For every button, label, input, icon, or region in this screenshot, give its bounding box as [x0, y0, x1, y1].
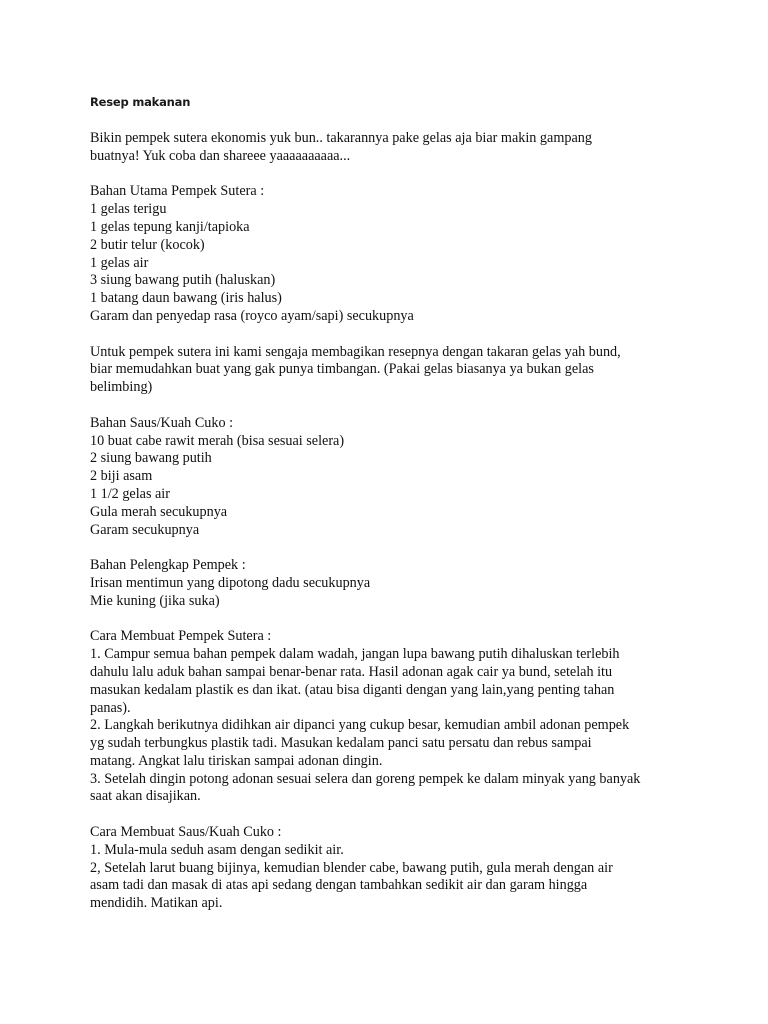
paragraph-catatan-takaran: [90, 344, 700, 397]
text-line: buatnya! Yuk coba dan shareee yaaaaaaaaaa...: [90, 147, 351, 164]
text-line: Cara Membuat Pempek Sutera :: [90, 628, 272, 645]
text-line: saat akan disajikan.: [90, 788, 201, 805]
text-line: asam tadi dan masak di atas api sedang dengan tambahkan sedikit air dan garam hingga: [90, 877, 588, 894]
text-line: 1 gelas terigu: [90, 201, 167, 218]
text-line: Bahan Pelengkap Pempek :: [90, 557, 246, 574]
text-line: Garam secukupnya: [90, 521, 200, 538]
text-line: 2 siung bawang putih: [90, 450, 212, 467]
text-line: 1. Campur semua bahan pempek dalam wadah, jangan lupa bawang putih dihaluskan terlebih: [90, 646, 620, 663]
paragraph-cara-pempek: [90, 628, 700, 806]
paragraph-bahan-saus: [90, 415, 700, 540]
text-line: Cara Membuat Saus/Kuah Cuko :: [90, 824, 282, 841]
document-heading: Resep makanan: [90, 95, 191, 109]
text-line: 1 batang daun bawang (iris halus): [90, 290, 282, 307]
text-line: panas).: [90, 699, 131, 716]
text-line: matang. Angkat lalu tiriskan sampai adonan dingin.: [90, 752, 383, 769]
text-line: 2 butir telur (kocok): [90, 236, 205, 253]
paragraph-bahan-utama: [90, 183, 700, 325]
text-line: Bikin pempek sutera ekonomis yuk bun.. takarannya pake gelas aja biar makin gampang: [90, 130, 592, 146]
paragraph-bahan-pelengkap: [90, 557, 700, 610]
text-line: 2, Setelah larut buang bijinya, kemudian blender cabe, bawang putih, gula merah dengan air: [90, 859, 613, 876]
text-line: Mie kuning (jika suka): [90, 592, 220, 609]
text-line: yg sudah terbungkus plastik tadi. Masukan kedalam panci satu persatu dan rebus sampai: [90, 735, 592, 752]
text-line: Garam dan penyedap rasa (royco ayam/sapi) secukupnya: [90, 307, 414, 324]
text-line: 3. Setelah dingin potong adonan sesuai selera dan goreng pempek ke dalam minyak yang banyak: [90, 770, 641, 787]
text-line: biar memudahkan buat yang gak punya timbangan. (Pakai gelas biasanya ya bukan gelas: [90, 361, 594, 378]
text-line: masukan kedalam plastik es dan ikat. (atau bisa diganti dengan yang lain,yang penting tahan: [90, 681, 615, 698]
text-line: belimbing): [90, 379, 153, 396]
text-line: 2. Langkah berikutnya didihkan air dipanci yang cukup besar, kemudian ambil adonan pempek: [90, 717, 630, 734]
document-body: [90, 130, 700, 931]
text-line: 2 biji asam: [90, 468, 153, 485]
text-line: 10 buat cabe rawit merah (bisa sesuai selera): [90, 432, 345, 449]
paragraph-intro: [90, 130, 700, 166]
text-line: dahulu lalu aduk bahan sampai benar-benar rata. Hasil adonan agak cair ya bund, setelah itu: [90, 663, 613, 680]
text-line: Bahan Utama Pempek Sutera :: [90, 183, 265, 200]
text-line: 1 gelas air: [90, 254, 149, 271]
paragraph-cara-saus: [90, 824, 700, 913]
text-line: Untuk pempek sutera ini kami sengaja membagikan resepnya dengan takaran gelas yah bund,: [90, 343, 621, 360]
text-line: Bahan Saus/Kuah Cuko :: [90, 414, 234, 431]
text-line: 3 siung bawang putih (haluskan): [90, 272, 276, 289]
text-line: 1 1/2 gelas air: [90, 485, 170, 502]
text-line: 1 gelas tepung kanji/tapioka: [90, 218, 250, 235]
text-line: Irisan mentimun yang dipotong dadu secukupnya: [90, 574, 371, 591]
text-line: mendidih. Matikan api.: [90, 895, 223, 912]
text-line: 1. Mula-mula seduh asam dengan sedikit air.: [90, 841, 344, 858]
text-line: Gula merah secukupnya: [90, 503, 228, 520]
